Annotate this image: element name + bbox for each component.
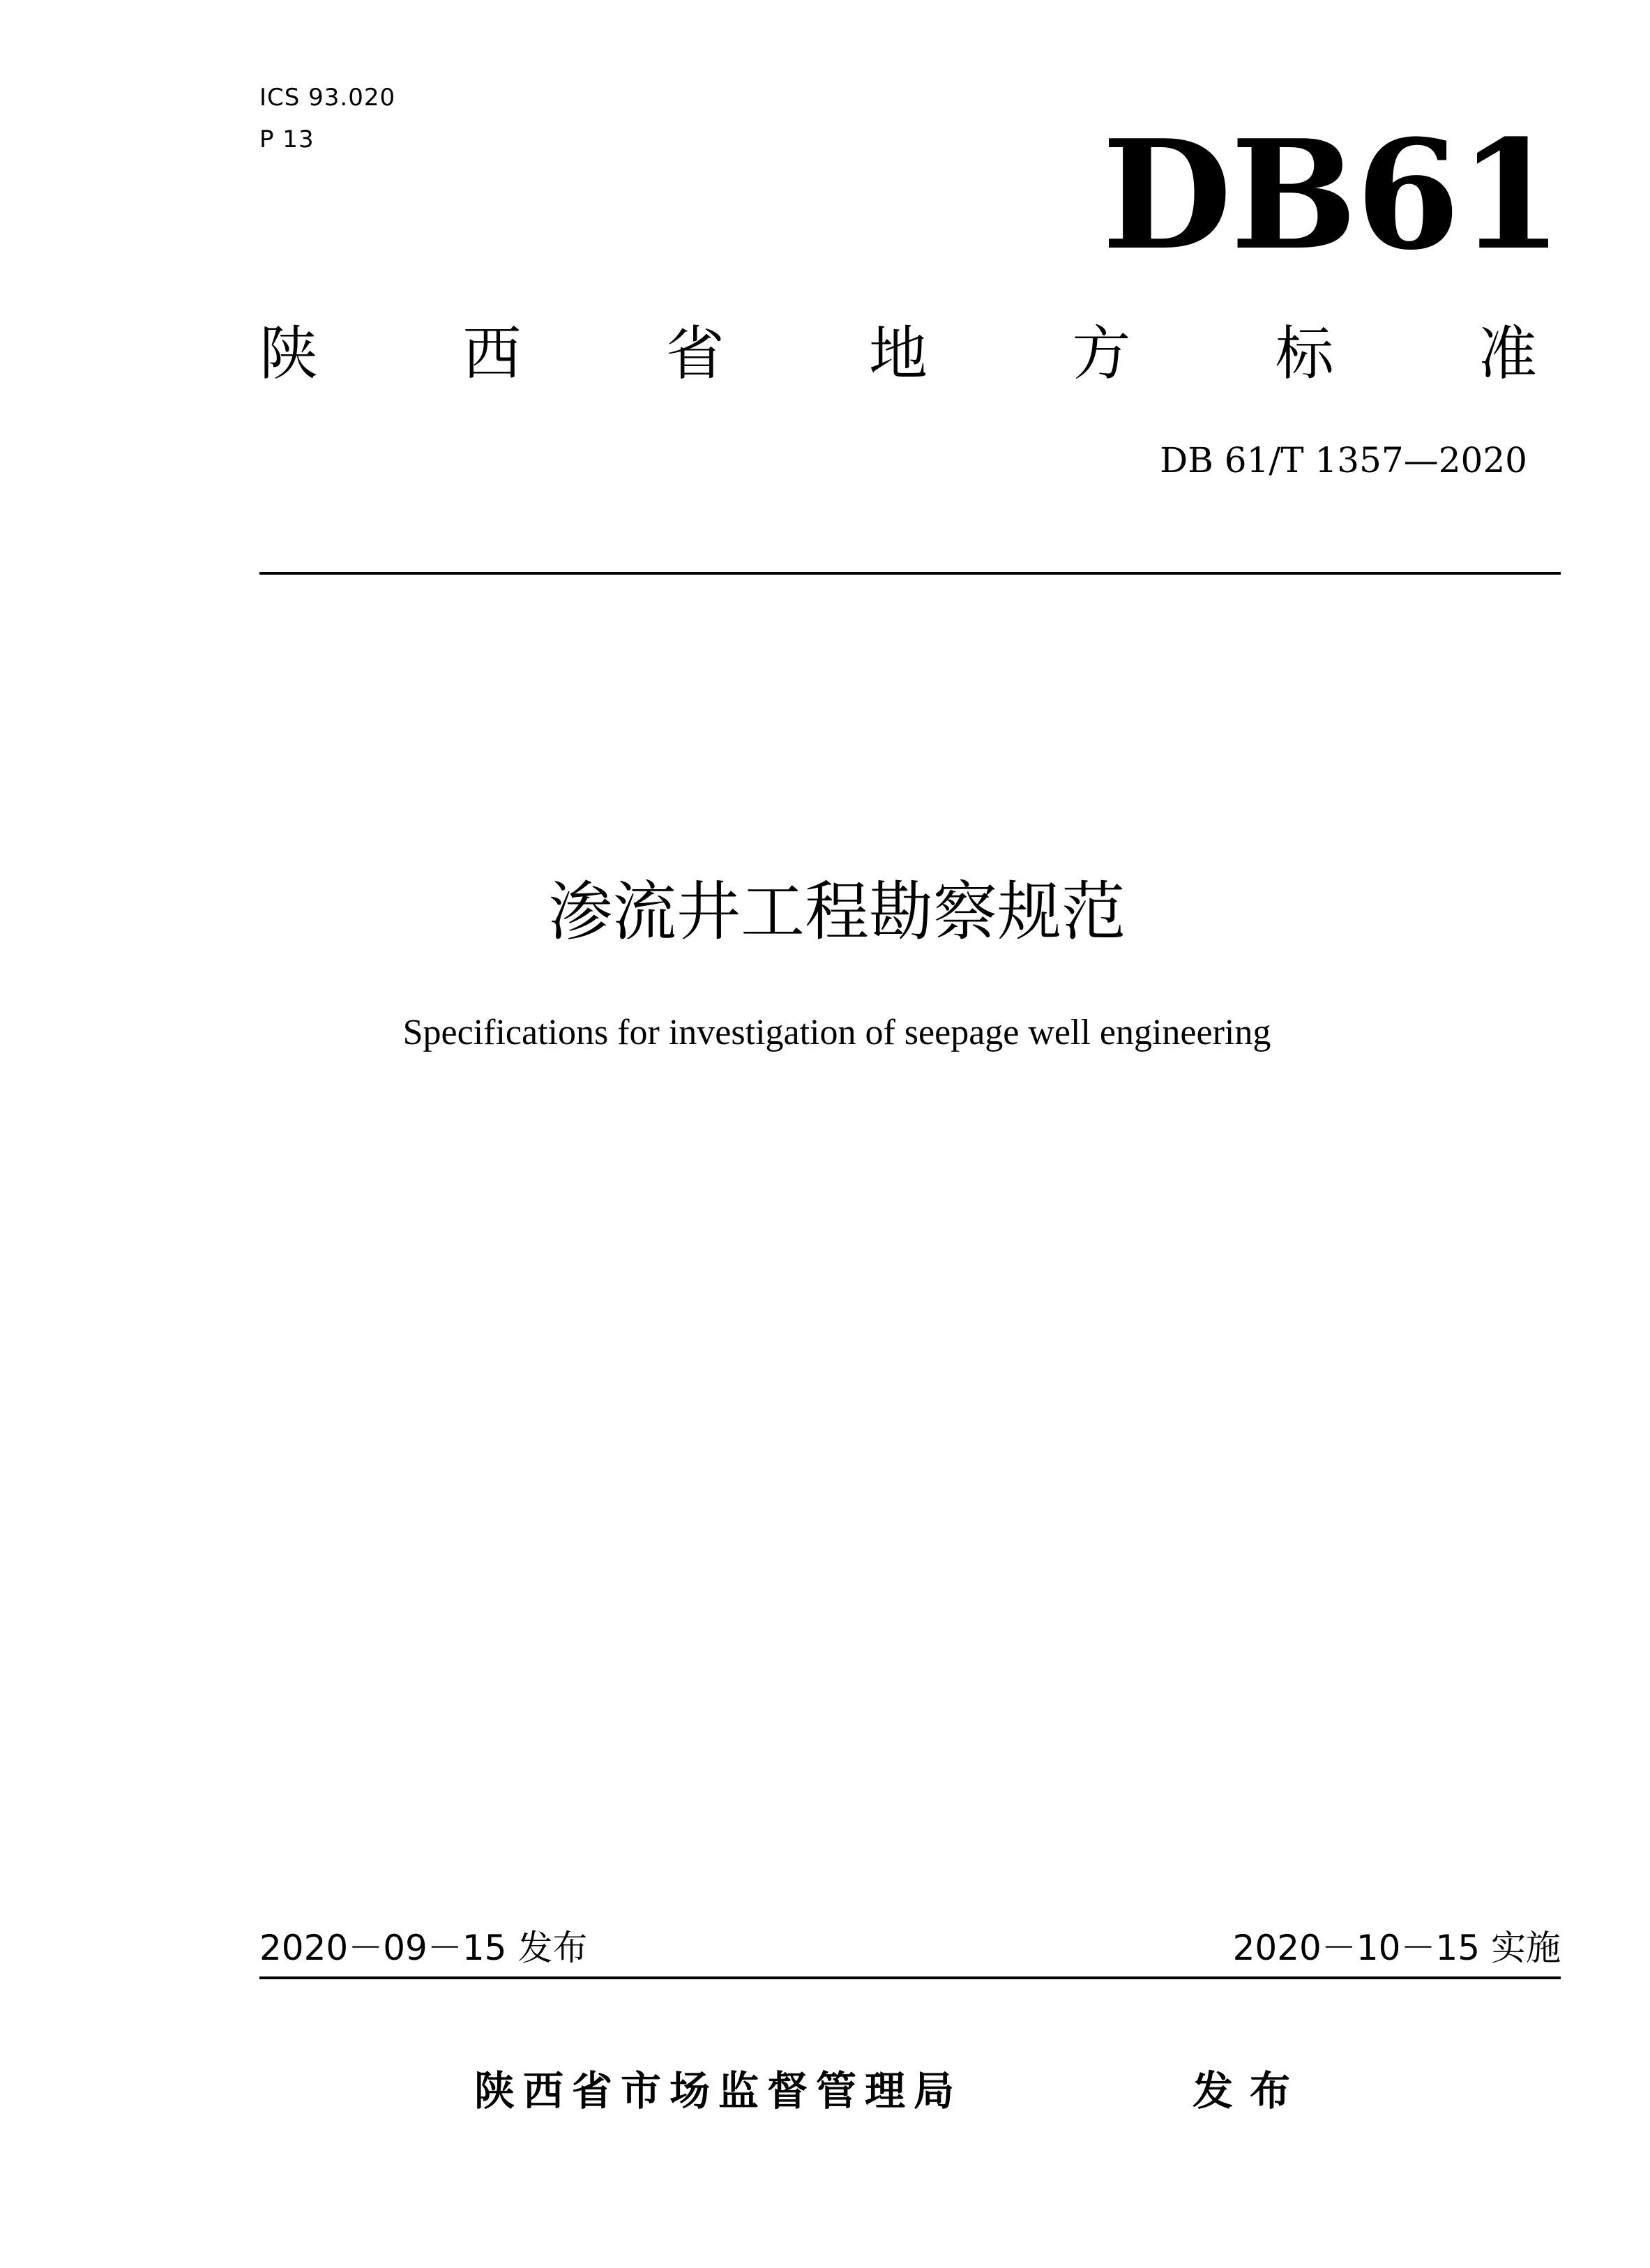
standard-type-char: 标 bbox=[1275, 319, 1334, 388]
bottom-divider bbox=[259, 1976, 1561, 1979]
standard-type-char: 准 bbox=[1478, 319, 1537, 388]
top-divider bbox=[259, 572, 1561, 575]
standard-logo: DB61 bbox=[1102, 107, 1562, 283]
standard-number: DB 61/T 1357—2020 bbox=[1160, 440, 1527, 481]
issue-date: 2020－09－15 发布 bbox=[259, 1928, 588, 1968]
standard-type-char: 陕 bbox=[259, 319, 319, 388]
standard-type-heading bbox=[259, 315, 1537, 392]
title-chinese: 渗流井工程勘察规范 bbox=[547, 875, 1126, 949]
standard-type-char: 方 bbox=[1072, 319, 1131, 388]
standard-type-char: 省 bbox=[665, 319, 725, 388]
issuing-authority: 陕西省市场监督管理局 bbox=[474, 2067, 963, 2115]
ccs-code: P 13 bbox=[259, 126, 315, 153]
publish-label: 发布 bbox=[1193, 2067, 1308, 2115]
implementation-date: 2020－10－15 实施 bbox=[1232, 1928, 1561, 1968]
ics-code: ICS 93.020 bbox=[259, 84, 396, 112]
title-english: Specifications for investigation of seepage well engineering bbox=[402, 1013, 1271, 1052]
standard-type-char: 西 bbox=[462, 319, 522, 388]
standard-type-char: 地 bbox=[868, 319, 928, 388]
